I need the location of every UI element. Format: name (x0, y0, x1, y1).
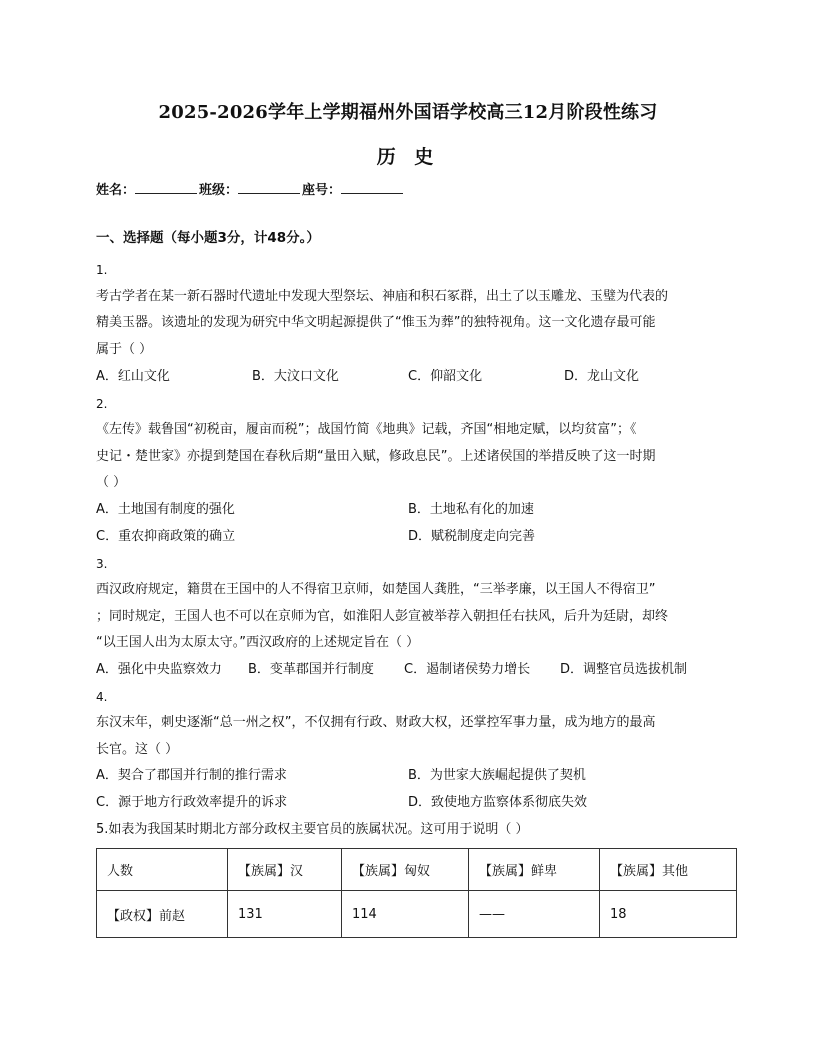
question-1-option-a[interactable]: A．红山文化 (96, 369, 170, 384)
section-heading: 一、选择题（每小题3分，计48分。） (96, 230, 320, 246)
question-1-line-2: 精美玉器。该遗址的发现为研究中华文明起源提供了“惟玉为葬”的独特视角。这一文化遗存最可能 (96, 315, 656, 330)
table-cell: 【政权】前赵 (97, 891, 228, 938)
question-1-option-b[interactable]: B．大汶口文化 (252, 369, 339, 384)
seat-label: 座号： (302, 183, 342, 198)
question-3-line-1: 西汉政府规定，籍贯在王国中的人不得宿卫京师，如楚国人龚胜，“三举孝廉，以王国人不得宿卫” (96, 582, 656, 597)
question-5-number: 5. (96, 822, 109, 837)
question-2-number: 2. (96, 397, 108, 411)
question-3-number: 3. (96, 557, 108, 571)
table-header-cell: 【族属】其他 (600, 849, 737, 891)
seat-blank[interactable] (341, 181, 403, 194)
question-3-line-3: “以王国人出为太原太守。”西汉政府的上述规定旨在（ ） (96, 635, 420, 650)
table-row (97, 891, 737, 938)
question-1-number: 1. (96, 263, 108, 277)
table-header-cell: 人数 (97, 849, 228, 891)
question-2-option-c[interactable]: C．重农抑商政策的确立 (96, 529, 236, 544)
question-2-option-b[interactable]: B．土地私有化的加速 (408, 502, 534, 517)
question-1-option-d[interactable]: D．龙山文化 (564, 369, 640, 384)
table-cell: —— (469, 891, 600, 938)
table-header-row (97, 849, 737, 891)
table-cell: 18 (600, 891, 737, 938)
question-4-line-2: 长官。这（ ） (96, 742, 179, 757)
question-4-option-d[interactable]: D．致使地方监察体系彻底失效 (408, 795, 588, 810)
table-header-cell: 【族属】汉 (228, 849, 342, 891)
subject-title: 历 史 (376, 146, 440, 168)
question-4-option-c[interactable]: C．源于地方行政效率提升的诉求 (96, 795, 288, 810)
name-label: 姓名： (96, 183, 136, 198)
question-1-line-3: 属于（ ） (96, 342, 153, 357)
question-5-stem (96, 821, 529, 839)
table-cell: 131 (228, 891, 342, 938)
question-3-line-2: ；同时规定，王国人也不可以在京师为官，如淮阳人彭宣被举荐入朝担任右扶风，后升为廷尉，却终 (96, 609, 669, 624)
question-3-option-d[interactable]: D．调整官员选拔机制 (560, 662, 688, 677)
question-1-line-1: 考古学者在某一新石器时代遗址中发现大型祭坛、神庙和积石冢群，出土了以玉雕龙、玉璧为代表的 (96, 289, 669, 304)
table-header-cell: 【族属】匈奴 (342, 849, 469, 891)
question-5-line-1: 如表为我国某时期北方部分政权主要官员的族属状况。这可用于说明（ ） (108, 822, 529, 837)
table-header-cell: 【族属】鲜卑 (469, 849, 600, 891)
question-2-line-3: （ ） (96, 475, 127, 490)
class-blank[interactable] (238, 181, 300, 194)
question-2-option-a[interactable]: A．土地国有制度的强化 (96, 502, 235, 517)
question-3-option-a[interactable]: A．强化中央监察效力 (96, 662, 222, 677)
question-2-option-d[interactable]: D．赋税制度走向完善 (408, 529, 536, 544)
question-4-option-a[interactable]: A．契合了郡国并行制的推行需求 (96, 768, 287, 783)
table-cell: 114 (342, 891, 469, 938)
exam-title: 2025-2026学年上学期福州外国语学校高三12月阶段性练习 (158, 102, 658, 123)
student-info-row (96, 181, 405, 200)
question-2-line-1: 《左传》载鲁国“初税亩，履亩而税”；战国竹简《地典》记载，齐国“相地定赋，以均贫富”；《 (96, 422, 637, 437)
question-2-line-2: 史记・楚世家》亦提到楚国在春秋后期“量田入赋，修政息民”。上述诸侯国的举措反映了这一时期 (96, 449, 656, 464)
ethnicity-table (96, 848, 737, 938)
question-4-option-b[interactable]: B．为世家大族崛起提供了契机 (408, 768, 586, 783)
name-blank[interactable] (135, 181, 197, 194)
question-4-line-1: 东汉末年，刺史逐渐“总一州之权”，不仅拥有行政、财政大权，还掌控军事力量，成为地方的最高 (96, 715, 656, 730)
question-3-option-c[interactable]: C．遏制诸侯势力增长 (404, 662, 531, 677)
question-4-number: 4. (96, 690, 108, 704)
class-label: 班级： (199, 183, 239, 198)
question-1-option-c[interactable]: C．仰韶文化 (408, 369, 483, 384)
question-3-option-b[interactable]: B．变革郡国并行制度 (248, 662, 374, 677)
